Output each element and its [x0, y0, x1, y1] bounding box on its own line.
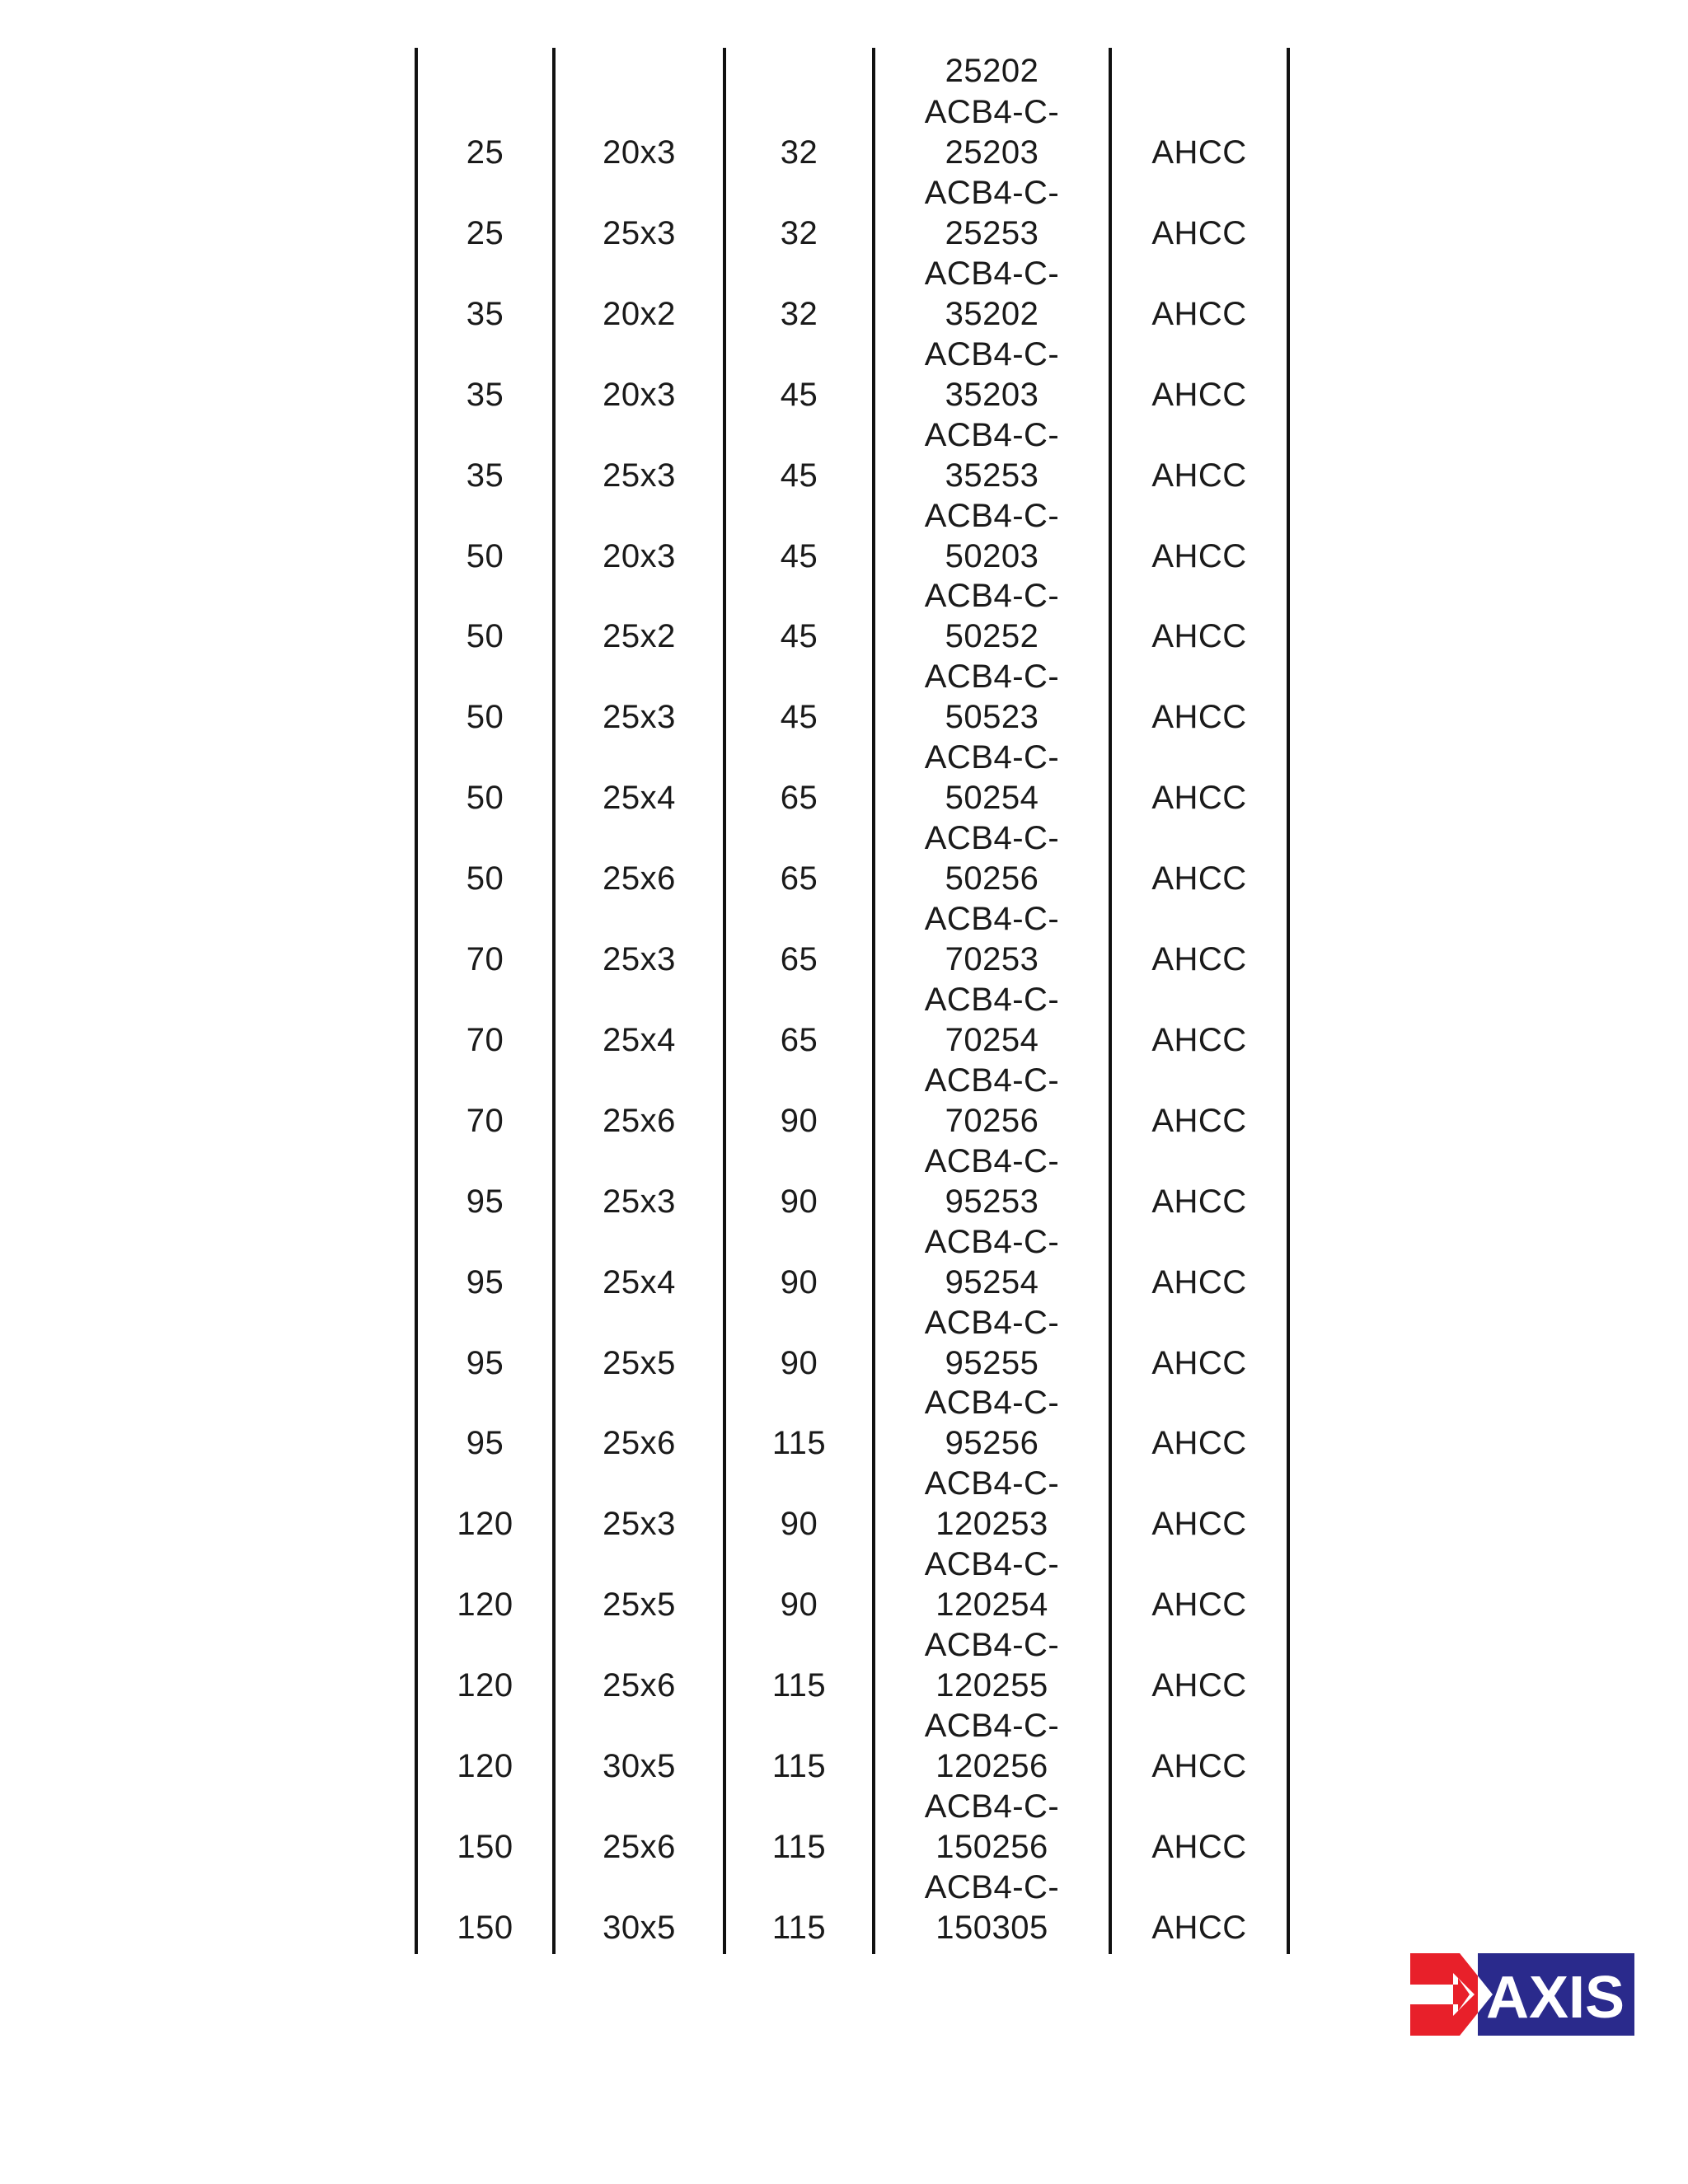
value-cell: 45 [780, 538, 818, 574]
value-cell: 90 [780, 1264, 818, 1301]
size-cell: 120 [457, 1667, 513, 1704]
value-cell: 65 [780, 860, 818, 897]
dimension-cell: 25x3 [603, 1506, 676, 1542]
size-cell: 70 [466, 1103, 504, 1139]
dimension-cell: 30x5 [603, 1910, 676, 1946]
size-cell: 25 [466, 134, 504, 171]
value-cell: 65 [780, 1022, 818, 1058]
code-prefix-cell: ACB4-C- [924, 1788, 1060, 1825]
dimension-cell: 25x2 [603, 618, 676, 654]
type-cell: AHCC [1151, 1345, 1247, 1381]
size-cell: 95 [466, 1264, 504, 1301]
value-cell: 115 [771, 1910, 827, 1946]
code-prefix-cell: ACB4-C- [924, 1546, 1060, 1582]
size-cell: 50 [466, 618, 504, 654]
size-cell: 120 [457, 1506, 513, 1542]
value-cell: 90 [780, 1506, 818, 1542]
code-prefix-cell: ACB4-C- [924, 578, 1060, 614]
code-prefix-cell: ACB4-C- [924, 1305, 1060, 1341]
code-prefix-cell: ACB4-C- [924, 417, 1060, 453]
value-cell: 45 [780, 377, 818, 413]
type-cell: AHCC [1151, 1586, 1247, 1623]
size-cell: 70 [466, 941, 504, 977]
code-suffix-cell: 70256 [945, 1103, 1039, 1139]
dimension-cell: 20x3 [603, 538, 676, 574]
code-prefix-cell: ACB4-C- [924, 175, 1060, 211]
type-cell: AHCC [1151, 860, 1247, 897]
size-cell: 120 [457, 1748, 513, 1784]
type-cell: AHCC [1151, 538, 1247, 574]
size-cell: 50 [466, 538, 504, 574]
partial-code-cell: 25202 [945, 53, 1039, 89]
type-cell: AHCC [1151, 1425, 1247, 1461]
dimension-cell: 25x6 [603, 860, 676, 897]
type-cell: AHCC [1151, 1103, 1247, 1139]
type-cell: AHCC [1151, 296, 1247, 332]
code-suffix-cell: 150305 [935, 1910, 1048, 1946]
value-cell: 90 [780, 1586, 818, 1623]
value-cell: 32 [780, 215, 818, 251]
dimension-cell: 25x3 [603, 215, 676, 251]
code-suffix-cell: 95255 [945, 1345, 1039, 1381]
code-prefix-cell: ACB4-C- [924, 336, 1060, 373]
code-suffix-cell: 25203 [945, 134, 1039, 171]
type-cell: AHCC [1151, 134, 1247, 171]
code-suffix-cell: 150256 [935, 1829, 1048, 1865]
size-cell: 95 [466, 1425, 504, 1461]
code-suffix-cell: 50254 [945, 780, 1039, 816]
size-cell: 150 [457, 1829, 513, 1865]
code-suffix-cell: 120255 [935, 1667, 1048, 1704]
type-cell: AHCC [1151, 215, 1247, 251]
code-prefix-cell: ACB4-C- [924, 1465, 1060, 1502]
size-cell: 50 [466, 780, 504, 816]
dimension-cell: 25x3 [603, 941, 676, 977]
dimension-cell: 25x6 [603, 1425, 676, 1461]
dimension-cell: 25x4 [603, 780, 676, 816]
size-cell: 35 [466, 377, 504, 413]
type-cell: AHCC [1151, 699, 1247, 735]
dimension-cell: 25x3 [603, 457, 676, 494]
dimension-cell: 20x2 [603, 296, 676, 332]
value-cell: 45 [780, 699, 818, 735]
code-suffix-cell: 120254 [935, 1586, 1048, 1623]
code-suffix-cell: 70254 [945, 1022, 1039, 1058]
code-prefix-cell: ACB4-C- [924, 255, 1060, 292]
code-prefix-cell: ACB4-C- [924, 1627, 1060, 1663]
type-cell: AHCC [1151, 1022, 1247, 1058]
dimension-cell: 20x3 [603, 377, 676, 413]
dimension-cell: 25x6 [603, 1103, 676, 1139]
dimension-cell: 25x6 [603, 1667, 676, 1704]
code-prefix-cell: ACB4-C- [924, 1385, 1060, 1421]
size-cell: 35 [466, 457, 504, 494]
code-suffix-cell: 35253 [945, 457, 1039, 494]
value-cell: 90 [780, 1103, 818, 1139]
dimension-cell: 25x4 [603, 1264, 676, 1301]
axis-logo [1410, 1953, 1634, 2036]
code-prefix-cell: ACB4-C- [924, 498, 1060, 534]
arrow-logo-icon [1410, 1953, 1634, 2036]
type-cell: AHCC [1151, 941, 1247, 977]
type-cell: AHCC [1151, 780, 1247, 816]
value-cell: 65 [780, 941, 818, 977]
code-suffix-cell: 25253 [945, 215, 1039, 251]
type-cell: AHCC [1151, 1183, 1247, 1220]
code-prefix-cell: ACB4-C- [924, 982, 1060, 1018]
code-prefix-cell: ACB4-C- [924, 1708, 1060, 1744]
code-suffix-cell: 120253 [935, 1506, 1048, 1542]
code-prefix-cell: ACB4-C- [924, 820, 1060, 856]
code-prefix-cell: ACB4-C- [924, 1143, 1060, 1179]
value-cell: 45 [780, 457, 818, 494]
dimension-cell: 25x3 [603, 1183, 676, 1220]
value-cell: 32 [780, 296, 818, 332]
code-suffix-cell: 95253 [945, 1183, 1039, 1220]
dimension-cell: 30x5 [603, 1748, 676, 1784]
type-cell: AHCC [1151, 618, 1247, 654]
size-cell: 50 [466, 699, 504, 735]
value-cell: 65 [780, 780, 818, 816]
code-suffix-cell: 95256 [945, 1425, 1039, 1461]
code-suffix-cell: 35203 [945, 377, 1039, 413]
size-cell: 120 [457, 1586, 513, 1623]
type-cell: AHCC [1151, 1910, 1247, 1946]
column-divider [1287, 48, 1290, 1954]
type-cell: AHCC [1151, 1264, 1247, 1301]
code-prefix-cell: ACB4-C- [924, 658, 1060, 695]
dimension-cell: 20x3 [603, 134, 676, 171]
code-suffix-cell: 70253 [945, 941, 1039, 977]
size-cell: 25 [466, 215, 504, 251]
type-cell: AHCC [1151, 1667, 1247, 1704]
logo-text: AXIS [1485, 1965, 1625, 2031]
dimension-cell: 25x5 [603, 1586, 676, 1623]
value-cell: 115 [771, 1425, 827, 1461]
code-prefix-cell: ACB4-C- [924, 94, 1060, 130]
value-cell: 32 [780, 134, 818, 171]
type-cell: AHCC [1151, 457, 1247, 494]
value-cell: 90 [780, 1183, 818, 1220]
dimension-cell: 25x5 [603, 1345, 676, 1381]
dimension-cell: 25x4 [603, 1022, 676, 1058]
type-cell: AHCC [1151, 377, 1247, 413]
code-suffix-cell: 50203 [945, 538, 1039, 574]
code-prefix-cell: ACB4-C- [924, 739, 1060, 776]
type-cell: AHCC [1151, 1829, 1247, 1865]
size-cell: 95 [466, 1345, 504, 1381]
code-suffix-cell: 120256 [935, 1748, 1048, 1784]
code-prefix-cell: ACB4-C- [924, 1062, 1060, 1099]
code-suffix-cell: 50256 [945, 860, 1039, 897]
code-suffix-cell: 50523 [945, 699, 1039, 735]
code-prefix-cell: ACB4-C- [924, 1224, 1060, 1260]
size-cell: 95 [466, 1183, 504, 1220]
code-prefix-cell: ACB4-C- [924, 1869, 1060, 1905]
value-cell: 45 [780, 618, 818, 654]
dimension-cell: 25x6 [603, 1829, 676, 1865]
type-cell: AHCC [1151, 1748, 1247, 1784]
code-suffix-cell: 95254 [945, 1264, 1039, 1301]
value-cell: 115 [771, 1667, 827, 1704]
value-cell: 115 [771, 1748, 827, 1784]
code-prefix-cell: ACB4-C- [924, 901, 1060, 937]
type-cell: AHCC [1151, 1506, 1247, 1542]
code-suffix-cell: 35202 [945, 296, 1039, 332]
dimension-cell: 25x3 [603, 699, 676, 735]
size-cell: 70 [466, 1022, 504, 1058]
value-cell: 115 [771, 1829, 827, 1865]
value-cell: 90 [780, 1345, 818, 1381]
size-cell: 150 [457, 1910, 513, 1946]
size-cell: 35 [466, 296, 504, 332]
size-cell: 50 [466, 860, 504, 897]
code-suffix-cell: 50252 [945, 618, 1039, 654]
